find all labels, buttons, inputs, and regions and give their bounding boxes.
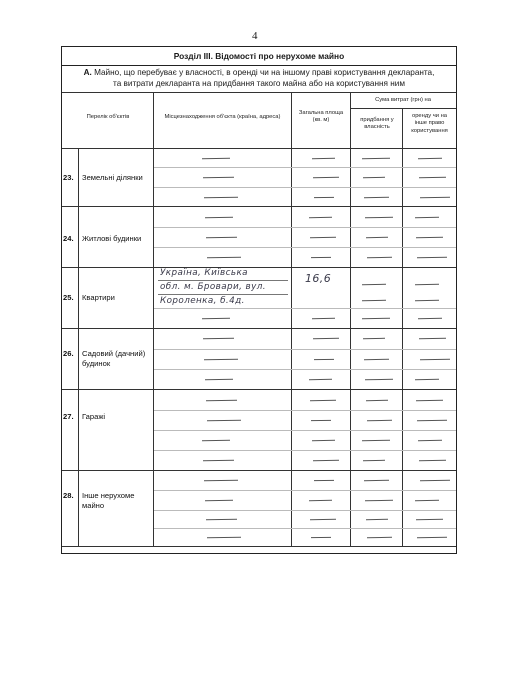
handwriting-underline (158, 280, 288, 281)
sub-line (154, 227, 456, 228)
sub-line (154, 490, 456, 491)
subsection-letter: А. (83, 68, 92, 77)
subsection-text-line2: та витрати декларанта на придбання такого майна або на користування ним (113, 78, 405, 88)
col-divider-1 (153, 92, 154, 546)
col-divider-2 (291, 92, 292, 546)
col-divider-4 (402, 108, 403, 546)
row-sep-25 (62, 328, 456, 329)
row-number-26: 26. (63, 349, 74, 358)
header-expenses: Сума витрат (грн) на (375, 97, 431, 103)
handwriting-underline (158, 294, 288, 295)
num-col-divider (78, 148, 79, 546)
page-number: 4 (252, 30, 258, 42)
sub-line (154, 410, 456, 411)
section-title: Розділ III. Відомості про нерухоме майно (61, 46, 457, 66)
subsection-text-line1: Майно, що перебуває у власності, в оренді чи на іншому праві користування декларанта, (94, 68, 435, 77)
handwritten-location-line1: Україна, Київська (160, 268, 248, 278)
header-location: Місцезнаходження об'єкта (країна, адреса) (164, 114, 281, 120)
row-sep-23 (62, 206, 456, 207)
row-label-houses: Житлові будинки (82, 234, 142, 243)
row-label-garden-house: Садовий (дачний) будинок (82, 349, 146, 368)
row-number-27: 27. (63, 412, 74, 421)
header-rent: оренду чи на інше право користування (411, 113, 448, 134)
sub-line (154, 349, 456, 350)
header-bottom-border (62, 148, 456, 149)
row-sep-26 (62, 389, 456, 390)
row-number-23: 23. (63, 173, 74, 182)
sub-line (154, 528, 456, 529)
table-bottom-border (62, 546, 456, 547)
sub-line (154, 430, 456, 431)
handwritten-location-line3: Короленка, б.4д. (160, 296, 245, 306)
sub-line (154, 187, 456, 188)
expenses-divider (350, 108, 456, 109)
row-number-28: 28. (63, 491, 74, 500)
header-objects: Перелік об'єктів (86, 114, 130, 120)
sub-line (154, 369, 456, 370)
sub-line (154, 450, 456, 451)
header-acquisition: придбання у власність (360, 117, 394, 131)
row-sep-27 (62, 470, 456, 471)
header-area: Загальна площа (кв. м) (298, 110, 344, 124)
row-label-apartments: Квартири (82, 293, 115, 302)
sub-line (154, 247, 456, 248)
handwritten-area-value: 16,6 (305, 272, 332, 285)
row-label-garages: Гаражі (82, 412, 106, 421)
sub-line (154, 167, 456, 168)
sub-line (154, 308, 456, 309)
row-number-24: 24. (63, 234, 74, 243)
table-top-border (62, 92, 456, 93)
row-sep-24 (62, 267, 456, 268)
row-label-land: Земельні ділянки (82, 173, 143, 182)
subsection-heading (62, 68, 456, 89)
col-divider-3 (350, 92, 351, 546)
row-label-other-property: Інше нерухоме майно (82, 491, 135, 510)
handwritten-location-line2: обл. м. Бровари, вул. (160, 282, 266, 292)
row-number-25: 25. (63, 293, 74, 302)
sub-line (154, 510, 456, 511)
